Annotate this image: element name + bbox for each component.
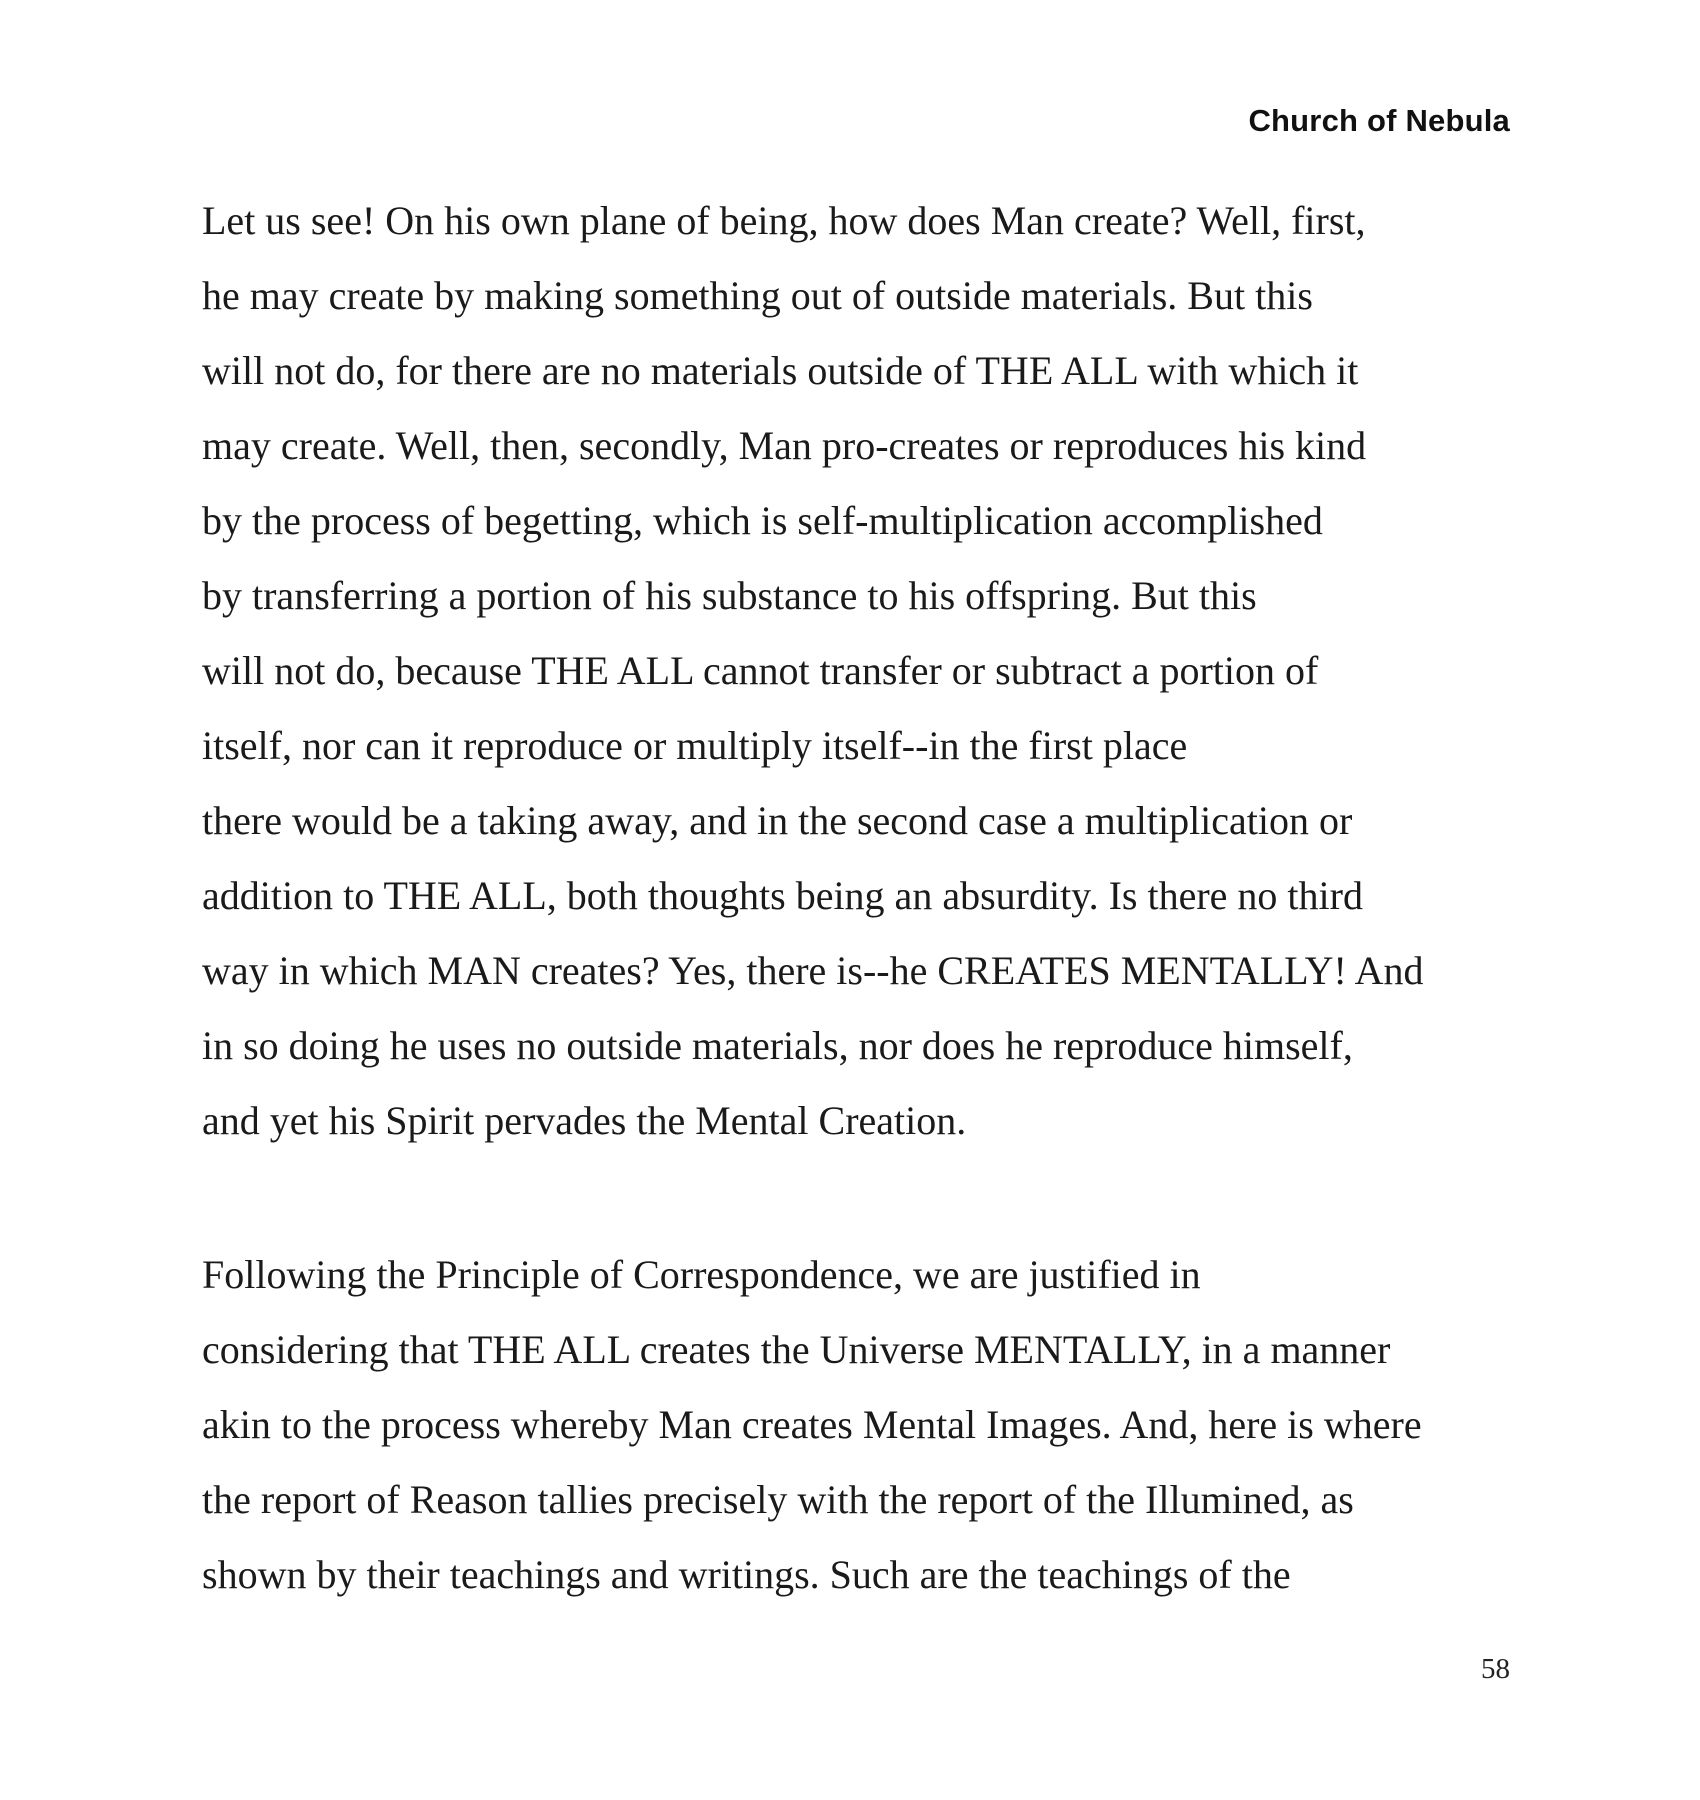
text-line: there would be a taking away, and in the second case a multiplication or — [202, 798, 1353, 843]
text-line: in so doing he uses no outside materials, nor does he reproduce himself, — [202, 1023, 1353, 1068]
text-line: will not do, for there are no materials outside of THE ALL with which it — [202, 348, 1359, 393]
paragraph-1 — [202, 183, 1522, 1158]
text-line: way in which MAN creates? Yes, there is--he CREATES MENTALLY! And — [202, 948, 1424, 993]
text-line: addition to THE ALL, both thoughts being an absurdity. Is there no third — [202, 873, 1363, 918]
text-line: Let us see! On his own plane of being, how does Man create? Well, first, — [202, 198, 1366, 243]
text-line: considering that THE ALL creates the Universe MENTALLY, in a manner — [202, 1327, 1391, 1372]
text-line: Following the Principle of Correspondence, we are justified in — [202, 1252, 1201, 1297]
text-line: he may create by making something out of outside materials. But this — [202, 273, 1313, 318]
text-line: shown by their teachings and writings. Such are the teachings of the — [202, 1552, 1291, 1597]
running-header: Church of Nebula — [1248, 103, 1510, 138]
text-line: may create. Well, then, secondly, Man pro-creates or reproduces his kind — [202, 423, 1367, 468]
text-line: itself, nor can it reproduce or multiply itself--in the first place — [202, 723, 1188, 768]
text-line: and yet his Spirit pervades the Mental Creation. — [202, 1098, 967, 1143]
text-line: will not do, because THE ALL cannot transfer or subtract a portion of — [202, 648, 1319, 693]
page-number: 58 — [1481, 1653, 1510, 1685]
text-line: the report of Reason tallies precisely with the report of the Illumined, as — [202, 1477, 1354, 1522]
text-line: by transferring a portion of his substance to his offspring. But this — [202, 573, 1257, 618]
text-line: akin to the process whereby Man creates Mental Images. And, here is where — [202, 1402, 1422, 1447]
paragraph-2 — [202, 1237, 1522, 1612]
text-line: by the process of begetting, which is self-multiplication accomplished — [202, 498, 1323, 543]
